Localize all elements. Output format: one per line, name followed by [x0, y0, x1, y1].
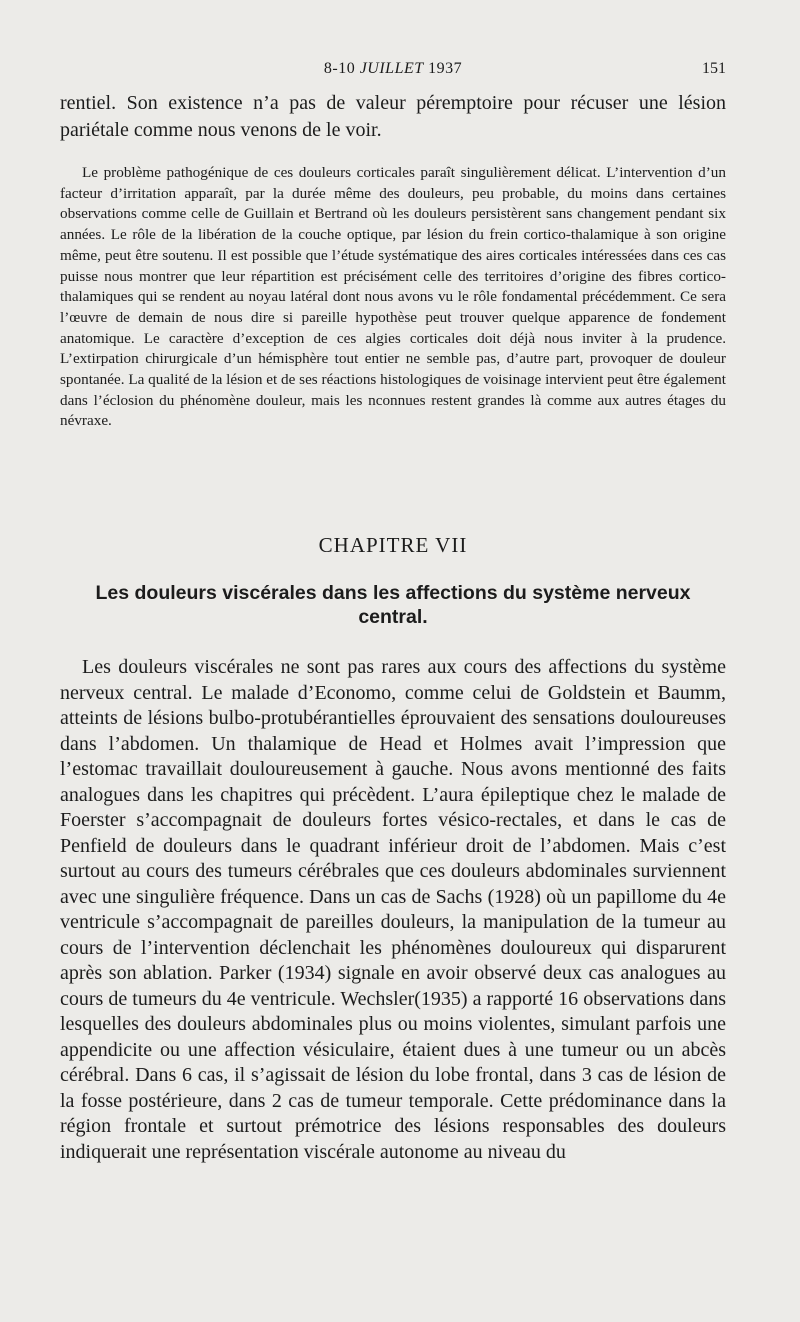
chapter-title: Les douleurs viscérales dans les affections du système nerveux central.: [95, 582, 691, 628]
header-date: [60, 60, 726, 78]
header-date-year: 1937: [423, 60, 463, 77]
small-print-paragraph: Le problème pathogénique de ces douleurs corticales paraît singulièrement délicat. L’intervention d’un facteur d’irritation apparaît, par la durée même des douleurs, peu probable, du moins dans certaines observations comme celle de Guillain et Bertrand où les douleurs persistèrent sans changement pendant six années. Le rôle de la libération de la couche optique, par lésion du frein cortico-thalamique à son origine même, peut être soutenu. Il est possible que l’étude systématique des aires corticales intéressées dans ces cas puisse nous montrer que leur répartition est précisément celle des territoires d’origine des fibres cortico-thalamiques qui se rendent au noyau latéral dont nous avons vu le rôle fondamental précédemment. Ce sera l’œuvre de demain de nous dire si pareille hypothèse peut trouver quelque apparence de fondement anatomique. Le caractère d’exception de ces algies corticales doit déjà nous inviter à la prudence. L’extirpation chirurgicale d’un hémisphère tout entier ne semble pas, d’autre part, provoquer de douleur spontanée. La qualité de la lésion et de ses réactions histologiques de voisinage intervient peut être également dans l’éclosion du phénomène douleur, mais les nconnues restent grandes là comme aux autres étages du névraxe.: [60, 164, 726, 430]
continued-paragraph: rentiel. Son existence n’a pas de valeur péremptoire pour récuser une lésion pariétale comme nous venons de le voir.: [60, 92, 726, 141]
header-date-prefix: 8-10: [323, 60, 360, 77]
header-date-month: JUILLET: [359, 60, 424, 77]
page-number: 151: [702, 60, 726, 77]
main-paragraph: Les douleurs viscérales ne sont pas rares aux cours des affections du système nerveux central. Le malade d’Economo, comme celui de Goldstein et Baumm, atteints de lésions bulbo-protubérantielles éprouvaient des sensations douloureuses dans l’abdomen. Un thalamique de Head et Holmes avait l’impression que l’estomac travaillait douloureusement à gauche. Nous avons mentionné des faits analogues dans les chapitres qui précèdent. L’aura épileptique chez le malade de Foerster s’accompagnait de douleurs fortes vésico-rectales, et dans le cas de Penfield de douleurs dans le quadrant inférieur droit de l’abdomen. Mais c’est surtout au cours des tumeurs cérébrales que ces douleurs abdominales surviennent avec une singulière fréquence. Dans un cas de Sachs (1928) où un papillome du 4e ventricule s’accompagnait de pareilles douleurs, la manipulation de la tumeur au cours de l’intervention déclenchait les phénomènes douloureux qui disparurent après son ablation. Parker (1934) signale en avoir observé deux cas analogues au cours de tumeurs du 4e ventricule. Wechsler(1935) a rapporté 16 observations dans lesquelles des douleurs abdominales plus ou moins violentes, simulant parfois une appendicite ou une affection vésiculaire, étaient dues à une tumeur ou un abcès cérébral. Dans 6 cas, il s’agissait de lésion du lobe frontal, dans 3 cas de lésion de la fosse postérieure, dans 2 cas de tumeur temporale. Cette prédominance dans la région frontale et surtout prémotrice des lésions responsables des douleurs indiquerait une représentation viscérale autonome au niveau du: [60, 656, 726, 1163]
running-header: [60, 60, 726, 84]
chapter-heading: CHAPITRE VII: [318, 533, 468, 557]
